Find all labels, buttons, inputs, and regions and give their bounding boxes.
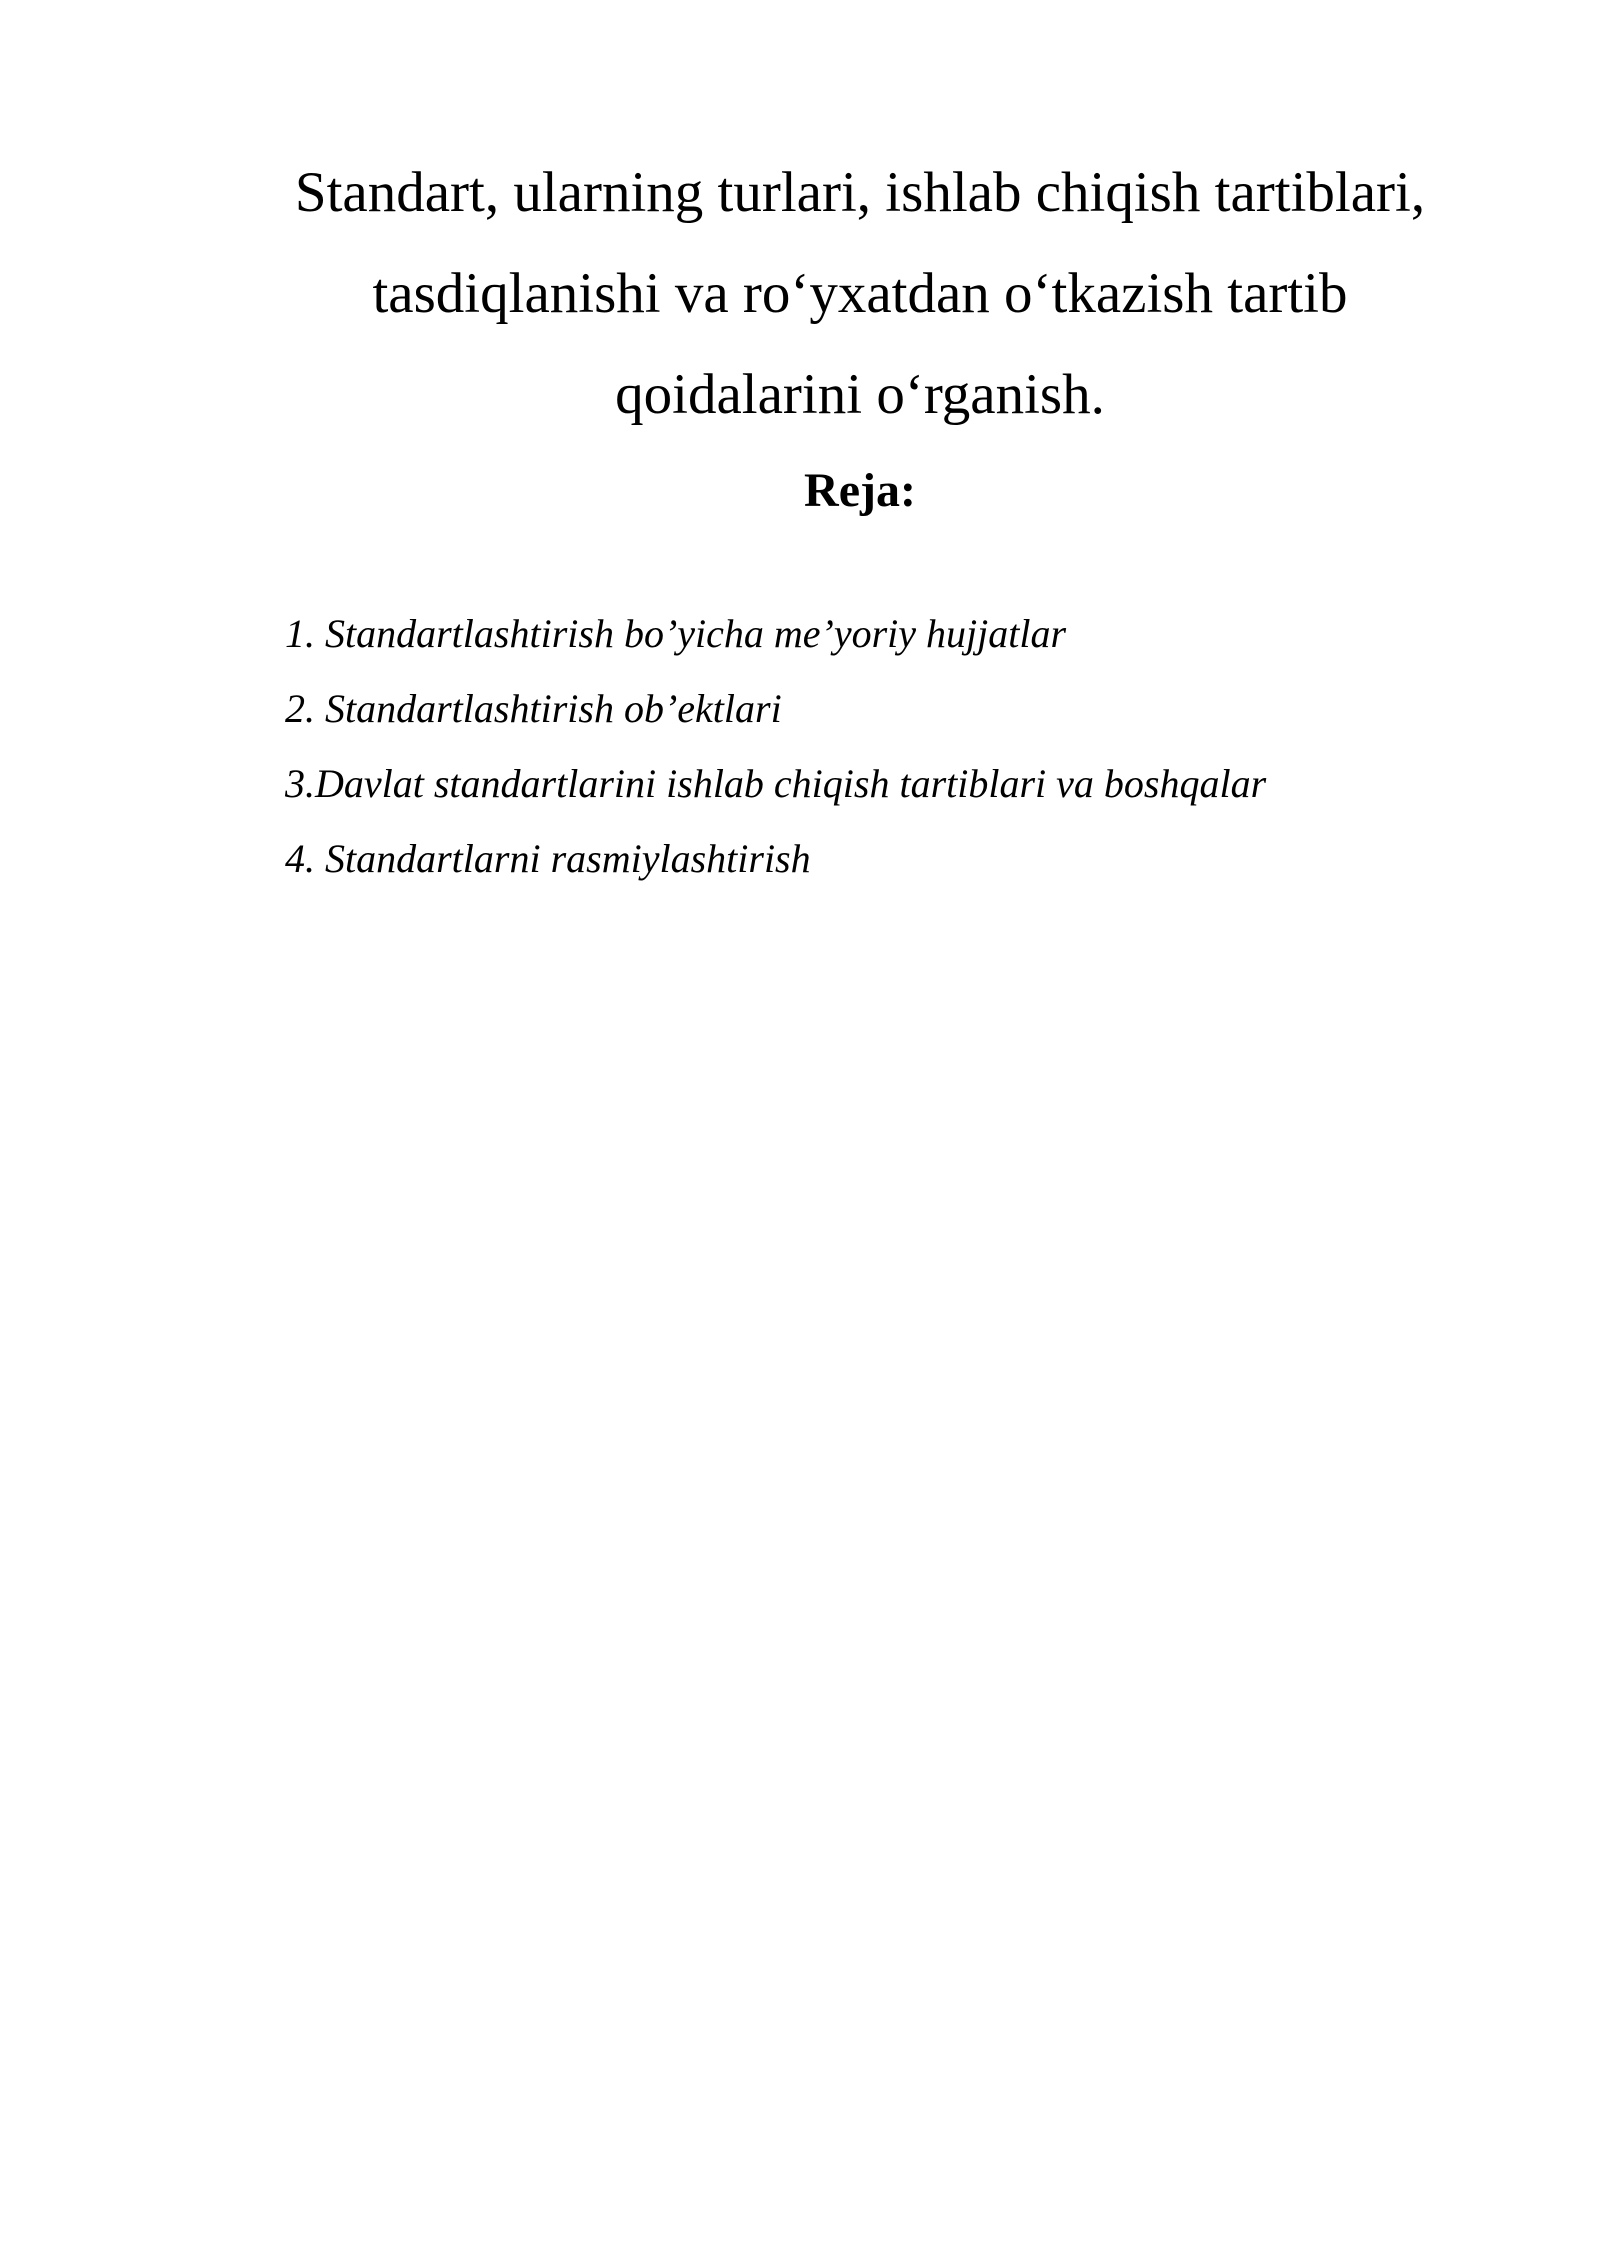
plan-item-2: 2. Standartlashtirish ob’ektlari bbox=[285, 686, 782, 731]
document-title bbox=[285, 142, 1435, 445]
title-line-3: qoidalarini o‘rganish. bbox=[615, 363, 1105, 426]
title-line-1: Standart, ularning turlari, ishlab chiqish tartiblari, bbox=[294, 161, 1426, 224]
title-line-2: tasdiqlanishi va ro‘yxatdan o‘tkazish tartib bbox=[372, 262, 1348, 325]
plan-list bbox=[285, 596, 1485, 896]
plan-item-4: 4. Standartlarni rasmiylashtirish bbox=[285, 836, 811, 881]
plan-item-1: 1. Standartlashtirish bo’yicha me’yoriy hujjatlar bbox=[285, 611, 1067, 656]
plan-heading: Reja: bbox=[804, 464, 916, 517]
plan-item-3: 3.Davlat standartlarini ishlab chiqish tartiblari va boshqalar bbox=[285, 761, 1267, 806]
